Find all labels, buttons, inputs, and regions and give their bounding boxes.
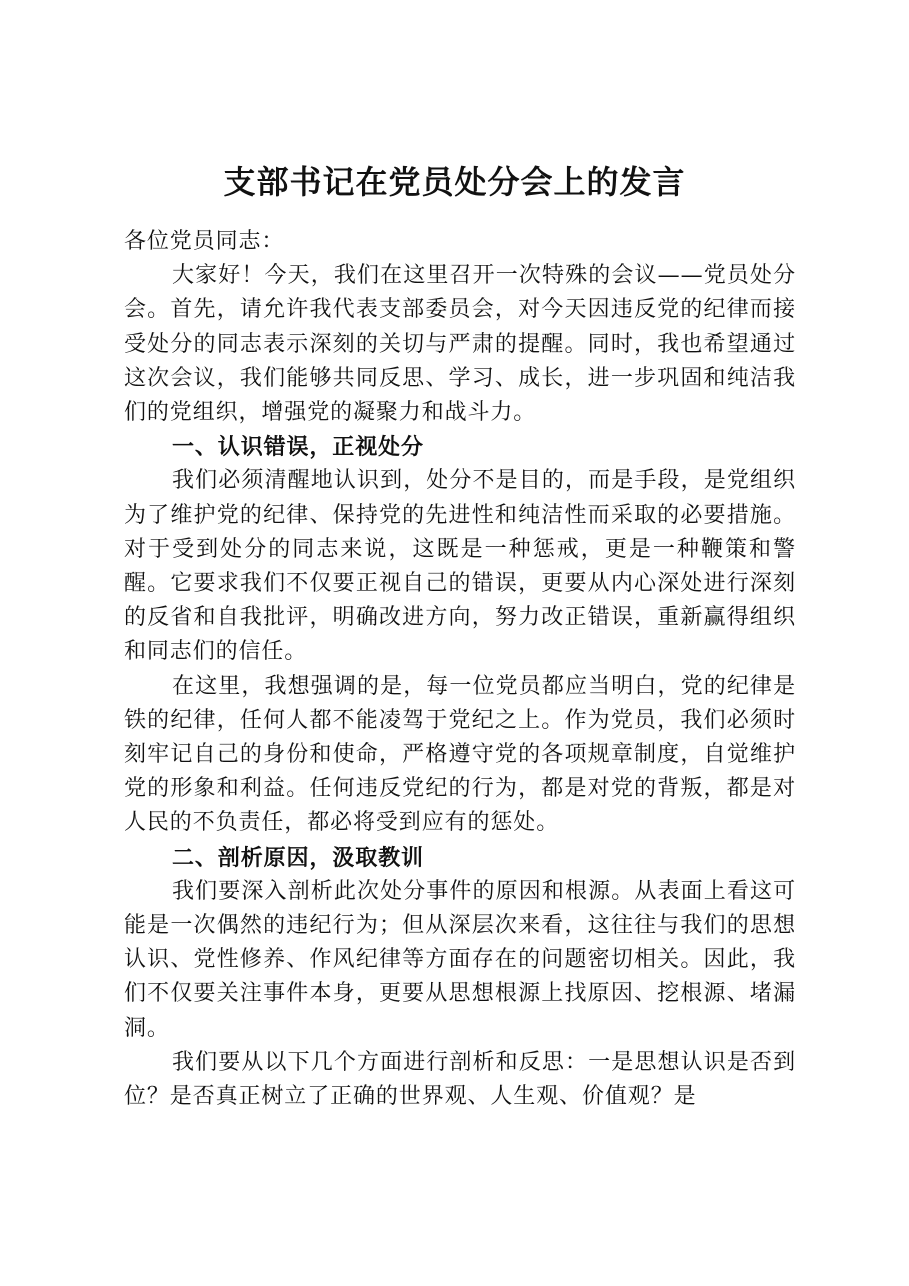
- paragraph-1: 我们必须清醒地认识到，处分不是目的，而是手段，是党组织为了维护党的纪律、保持党的先进性和纯洁性而采取的必要措施。对于受到处分的同志来说，这既是一种惩戒，更是一种鞭策和警醒。它要求我们不仅要正视自己的错误，更要从内心深处进行深刻的反省和自我批评，明确改进方向，努力改正错误，重新赢得组织和同志们的信任。: [124, 468, 796, 665]
- section-heading-2: 二、剖析原因，汲取教训: [172, 844, 424, 871]
- paragraph-intro: 大家好！今天，我们在这里召开一次特殊的会议——党员处分会。首先，请允许我代表支部委员会，对今天因违反党的纪律而接受处分的同志表示深刻的关切与严肃的提醒。同时，我也希望通过这次会议，我们能够共同反思、学习、成长，进一步巩固和纯洁我们的党组织，增强党的凝聚力和战斗力。: [124, 263, 796, 426]
- section-heading-1: 一、认识错误，正视处分: [172, 434, 424, 461]
- salutation: 各位党员同志：: [124, 229, 285, 254]
- document-title: 支部书记在党员处分会上的发言: [223, 163, 686, 201]
- paragraph-3: 我们要深入剖析此次处分事件的原因和根源。从表面上看这可能是一次偶然的违纪行为；但从深层次来看，这往往与我们的思想认识、党性修养、作风纪律等方面存在的问题密切相关。因此，我们不仅要关注事件本身，更要从思想根源上找原因、挖根源、堵漏洞。: [124, 878, 796, 1041]
- paragraph-2: 在这里，我想强调的是，每一位党员都应当明白，党的纪律是铁的纪律，任何人都不能凌驾于党纪之上。作为党员，我们必须时刻牢记自己的身份和使命，严格遵守党的各项规章制度，自觉维护党的形象和利益。任何违反党纪的行为，都是对党的背叛，都是对人民的不负责任，都必将受到应有的惩处。: [124, 673, 796, 836]
- paragraph-4: 我们要从以下几个方面进行剖析和反思：一是思想认识是否到位？是否真正树立了正确的世界观、人生观、价值观？是: [124, 1049, 796, 1110]
- document-body: [124, 225, 796, 1114]
